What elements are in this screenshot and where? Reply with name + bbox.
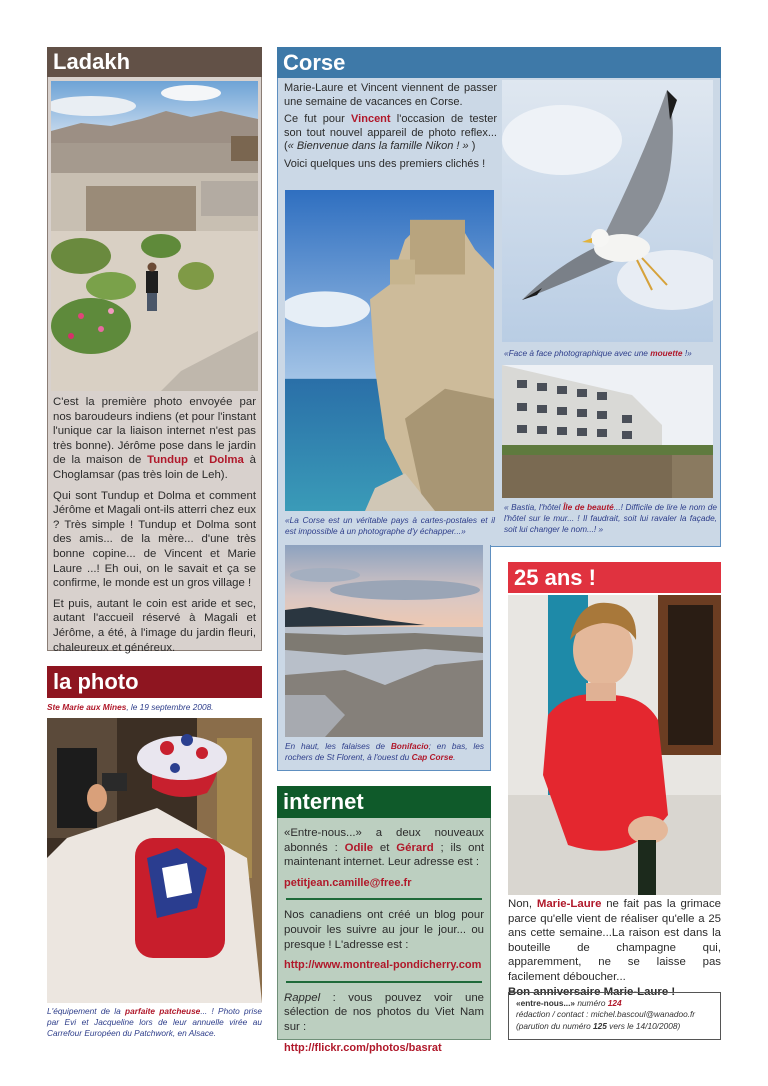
ladakh-section [47,47,262,654]
internet-p2: Nos canadiens ont créé un blog pour pouvoir les suivre au jour le jour... ou presque ! L'adresse est : [284,909,484,951]
blog-link[interactable]: http://www.montreal-pondicherry.com [284,959,482,972]
contact-line: rédaction / contact : michel.bascoul@wanadoo.fr [516,1009,696,1020]
ladakh-p1-text: C'est la première photo envoyée par nos baroudeurs indiens (et pour l'instant l'unique car la liaison internet n'est pas très bonne). Jérôme pose dans le jardin de la maison de [53,396,256,467]
laphoto-title: la photo [53,669,139,694]
bonifacio-photo [285,190,494,511]
corse-intro-1: Marie-Laure et Vincent viennent de passer une semaine de vacances en Corse. [284,82,497,108]
next-issue-end: vers le 14/10/2008) [606,1020,681,1031]
laphoto-photo [47,718,262,1003]
corse-intro [284,82,497,176]
name-gerard: Gérard [396,841,434,854]
ladakh-p1-end: à Choglamsar (pas très loin de Leh). [53,454,256,481]
laphoto-caption-highlight: parfaite patcheuse [125,1006,201,1016]
issue-number: 124 [607,998,622,1008]
corse-intro-2-mid: l'occasion de tester son tout nouvel appareil de photo reflex... ( [284,113,497,153]
laphoto-header [47,666,262,698]
name-dolma: Dolma [209,454,244,467]
issue-label: numéro [575,998,608,1008]
ladakh-paragraph-3: Et puis, autant le coin est aride et sec, autant l'accueil réservé à Magali et Jérôme, a été, à l'image du jardin fleuri, chaleureux et généreux. [53,597,256,654]
gull-caption-highlight: mouette [650,348,683,358]
anniversary-title: 25 ans ! [514,565,596,590]
corse-intro-2-start: Ce fut pour [284,113,352,126]
anniversary-header [508,562,721,593]
anniversary-wish: Bon anniversaire Marie-Laure ! [508,985,676,998]
laphoto-place: Ste Marie aux Mines [47,702,127,712]
issue-info-box [508,992,721,1040]
hotel-caption-end: ...! Difficile de lire le nom de l'hôtel sur le mur... ! Il faudrait, soit lui ravaler la façade, soit lui changer le nom...! » [504,502,717,535]
internet-p3 [284,991,484,1035]
issue-number-line [516,998,713,1009]
divider [286,981,482,983]
hotel-caption [504,502,717,536]
laphoto-caption-end: ... ! Photo prise par Evi et Jacqueline lors de leur annuelle virée au Carrefour Européen du Patchwork, en Alsace. [47,1006,262,1039]
flickr-link[interactable]: http://flickr.com/photos/basrat [284,1041,442,1054]
anniversary-text [508,897,721,999]
name-vincent: Vincent [351,113,391,126]
internet-p3-text: : vous pouvez voir une sélection de nos photos du Viet Nam sur : [284,991,484,1033]
next-issue-number: 125 [593,1020,607,1031]
internet-p1-start: «Entre-nous...» a deux nouveaux abonnés : [284,827,484,854]
marie-laure-photo [508,595,721,895]
gull-photo [502,80,713,342]
corse-intro-2 [284,113,497,154]
bottom-caption-end: . [453,752,456,763]
ladakh-paragraph-1 [53,395,256,483]
corse-header [277,47,721,78]
corse-title: Corse [283,50,346,75]
ladakh-header [47,47,262,77]
newsletter-name: «entre-nous...» [516,998,576,1008]
gull-caption [504,348,719,359]
corse-intro-2-end: ) [468,140,476,153]
bonifacio-caption: «La Corse est un véritable pays à cartes-postales et il est impossible à un photographe d'y échapper...» [285,515,495,537]
st-florent-caption [285,741,484,763]
hotel-caption-highlight: Île de beauté [563,502,614,512]
hotel-caption-start: « Bastia, l'hôtel [504,502,563,512]
next-issue-line [516,1021,713,1032]
internet-content [278,818,490,1055]
anniversary-text-start: Non, [508,898,537,910]
name-odile: Odile [344,841,374,854]
internet-p1 [284,826,484,870]
anniversary-text-end: ne fait pas la grimace parce qu'elle vient de réaliser qu'elle a 25 ans cette semaine...La raison est dans la bouteille de champagne qui, apparemment, ne se laisse pas facilement déboucher... [508,898,721,983]
rappel-label: Rappel [284,991,321,1004]
ladakh-photo [51,81,258,391]
nikon-quote: « Bienvenue dans la famille Nikon ! » [287,140,469,153]
ladakh-title: Ladakh [53,49,131,74]
bottom-caption-mid: ; en bas, les rochers de St Florent, à l'ouest du [285,741,484,763]
laphoto-dateline [47,702,267,712]
internet-title: internet [283,789,364,814]
ladakh-p1-mid: et [187,454,210,467]
corse-intro-3: Voici quelques uns des premiers clichés ! [284,157,486,170]
internet-section [277,786,491,1054]
cap-corse-highlight: Cap Corse [411,752,454,763]
internet-header [277,786,491,818]
laphoto-caption-start: L'équipement de la [47,1006,126,1016]
ladakh-paragraph-2: Qui sont Tundup et Dolma et comment Jérôme et Magali ont-ils atterri chez eux ? Très simple ! Tundup et Dolma sont des amis... de la mère... d'une très bonne copine... de Vincent et Marie Laure ...! Eh oui, on le savait et ça se confirme, le monde est un gros village ! [53,489,256,590]
laphoto-date: , le 19 septembre 2008. [126,702,214,712]
divider [286,898,482,900]
internet-p1-end: ; ils ont maintenant internet. Leur adresse est : [284,841,484,869]
laphoto-caption [47,1006,262,1040]
email-link[interactable]: petitjean.camille@free.fr [284,876,412,889]
bottom-caption-start: En haut, les falaises de [285,741,391,751]
next-issue-start: (parution du numéro [516,1020,594,1031]
hotel-photo [502,365,713,498]
gull-caption-end: !» [682,348,692,358]
ladakh-text [53,395,256,661]
internet-p1-mid: et [373,841,397,854]
st-florent-photo [285,545,483,737]
bonifacio-highlight: Bonifacio [390,741,429,751]
gull-caption-start: «Face à face photographique avec une [504,348,651,358]
name-marie-laure: Marie-Laure [536,898,602,910]
name-tundup: Tundup [147,454,188,467]
